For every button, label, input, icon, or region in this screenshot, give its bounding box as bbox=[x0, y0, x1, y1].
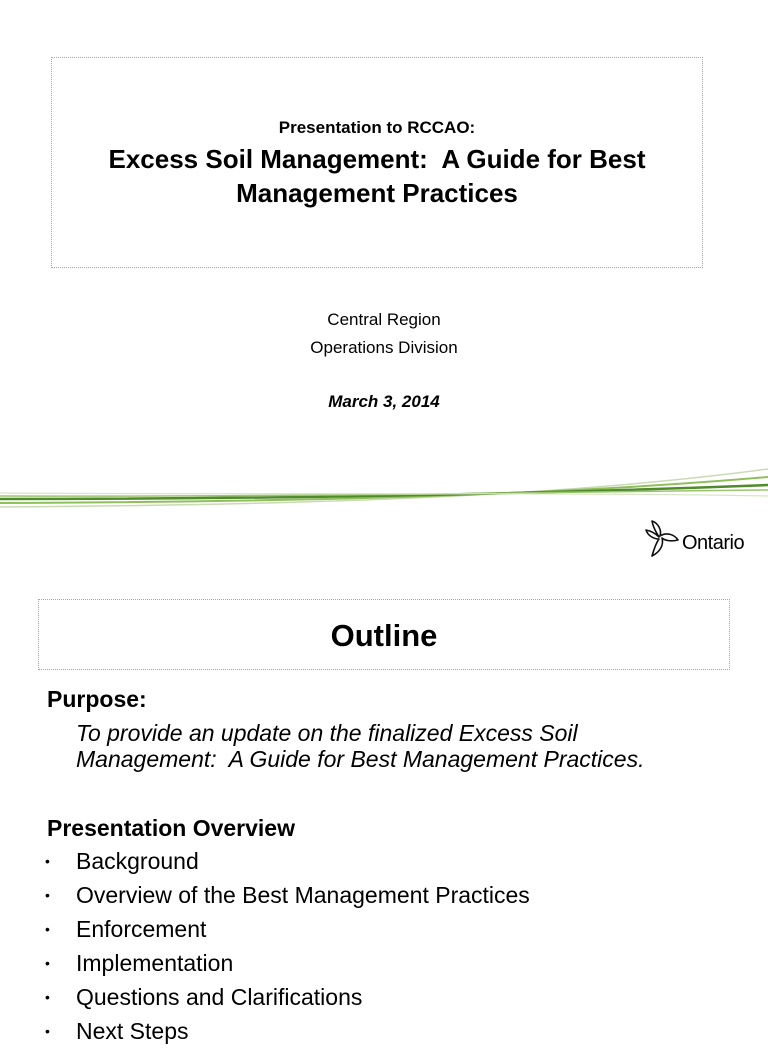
region-label: Central Region bbox=[327, 310, 441, 329]
title-box bbox=[51, 57, 703, 268]
list-item: • Enforcement bbox=[0, 916, 530, 950]
list-item: • Next Steps bbox=[0, 1018, 530, 1052]
ontario-wordmark: Ontario bbox=[682, 532, 745, 554]
purpose-line-2: Management: A Guide for Best Management Practices. bbox=[76, 746, 645, 772]
title-line-1: Excess Soil Management: A Guide for Best bbox=[108, 144, 646, 174]
outline-slide bbox=[0, 566, 768, 1044]
overview-heading: Presentation Overview bbox=[47, 815, 295, 841]
trillium-icon bbox=[644, 518, 680, 558]
list-item: • Background bbox=[0, 848, 530, 882]
list-item: • Questions and Clarifications bbox=[0, 984, 530, 1018]
purpose-line-1: To provide an update on the finalized Excess Soil bbox=[76, 720, 578, 746]
division-label: Operations Division bbox=[310, 338, 458, 357]
ontario-logo bbox=[644, 518, 744, 558]
purpose-text bbox=[76, 720, 756, 772]
green-swoosh-decoration bbox=[0, 455, 768, 515]
outline-heading: Outline bbox=[38, 599, 730, 670]
overview-bullet-list bbox=[0, 848, 530, 1052]
purpose-heading: Purpose: bbox=[47, 686, 147, 712]
list-item: • Overview of the Best Management Practices bbox=[0, 882, 530, 916]
presentation-kicker: Presentation to RCCAO: bbox=[278, 118, 476, 137]
presentation-title bbox=[52, 142, 702, 210]
presentation-date: March 3, 2014 bbox=[328, 392, 440, 411]
list-item: • Implementation bbox=[0, 950, 530, 984]
title-line-2: Management Practices bbox=[236, 178, 518, 208]
